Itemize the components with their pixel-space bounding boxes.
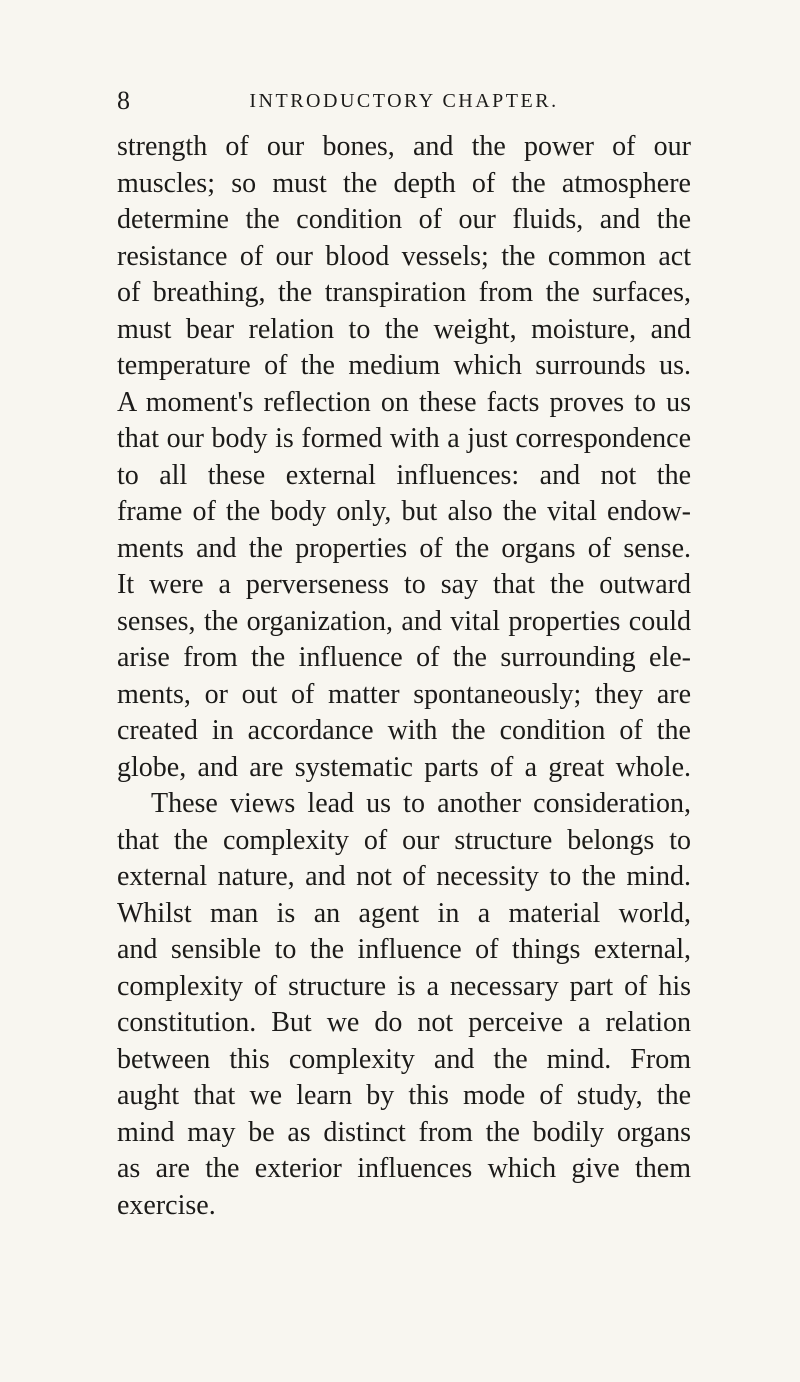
text-line: These views lead us to another consideration, [151, 788, 691, 820]
text-line: temperature of the medium which surrounds us. [117, 350, 691, 382]
text-line: of breathing, the transpiration from the surfaces, [117, 277, 691, 309]
running-head [117, 84, 691, 118]
text-line: determine the condition of our fluids, and the [117, 204, 691, 236]
text-line: ments and the properties of the organs of sense. [117, 532, 691, 564]
text-line: strength of our bones, and the power of our [117, 131, 691, 162]
text-line: external nature, and not of necessity to the mind. [117, 861, 691, 893]
text-line: resistance of our blood vessels; the common act [117, 240, 691, 272]
text-line: arise from the influence of the surrounding ele- [117, 642, 691, 674]
text-line: and sensible to the influence of things external, [117, 934, 691, 966]
text-line: globe, and are systematic parts of a great whole. [117, 751, 691, 783]
text-line: constitution. But we do not perceive a relation [117, 1007, 691, 1039]
text-line: Whilst man is an agent in a material world, [117, 897, 691, 929]
body-text [117, 129, 691, 1224]
page-number: 8 [117, 86, 130, 115]
text-line: muscles; so must the depth of the atmosphere [117, 167, 691, 199]
text-line: created in accordance with the condition of the [117, 715, 691, 747]
text-line: as are the exterior influences which give them [117, 1153, 691, 1185]
text-line: must bear relation to the weight, moisture, and [117, 313, 691, 345]
text-line: aught that we learn by this mode of study, the [117, 1080, 691, 1112]
text-line: A moment's reflection on these facts proves to us [117, 386, 691, 418]
text-line: senses, the organization, and vital properties could [117, 605, 691, 637]
text-line: complexity of structure is a necessary part of his [117, 970, 691, 1002]
text-line: between this complexity and the mind. From [117, 1043, 691, 1075]
chapter-title: INTRODUCTORY CHAPTER. [249, 90, 559, 112]
text-line: exercise. [117, 1189, 216, 1221]
text-line: that the complexity of our structure belongs to [117, 824, 691, 856]
text-line: that our body is formed with a just correspondence [117, 423, 691, 455]
text-line: frame of the body only, but also the vital endow- [117, 496, 691, 528]
text-line: ments, or out of matter spontaneously; they are [117, 678, 691, 710]
text-line: mind may be as distinct from the bodily organs [117, 1116, 691, 1148]
text-line: to all these external influences: and not the [117, 459, 691, 491]
text-line: It were a perverseness to say that the outward [117, 569, 691, 601]
